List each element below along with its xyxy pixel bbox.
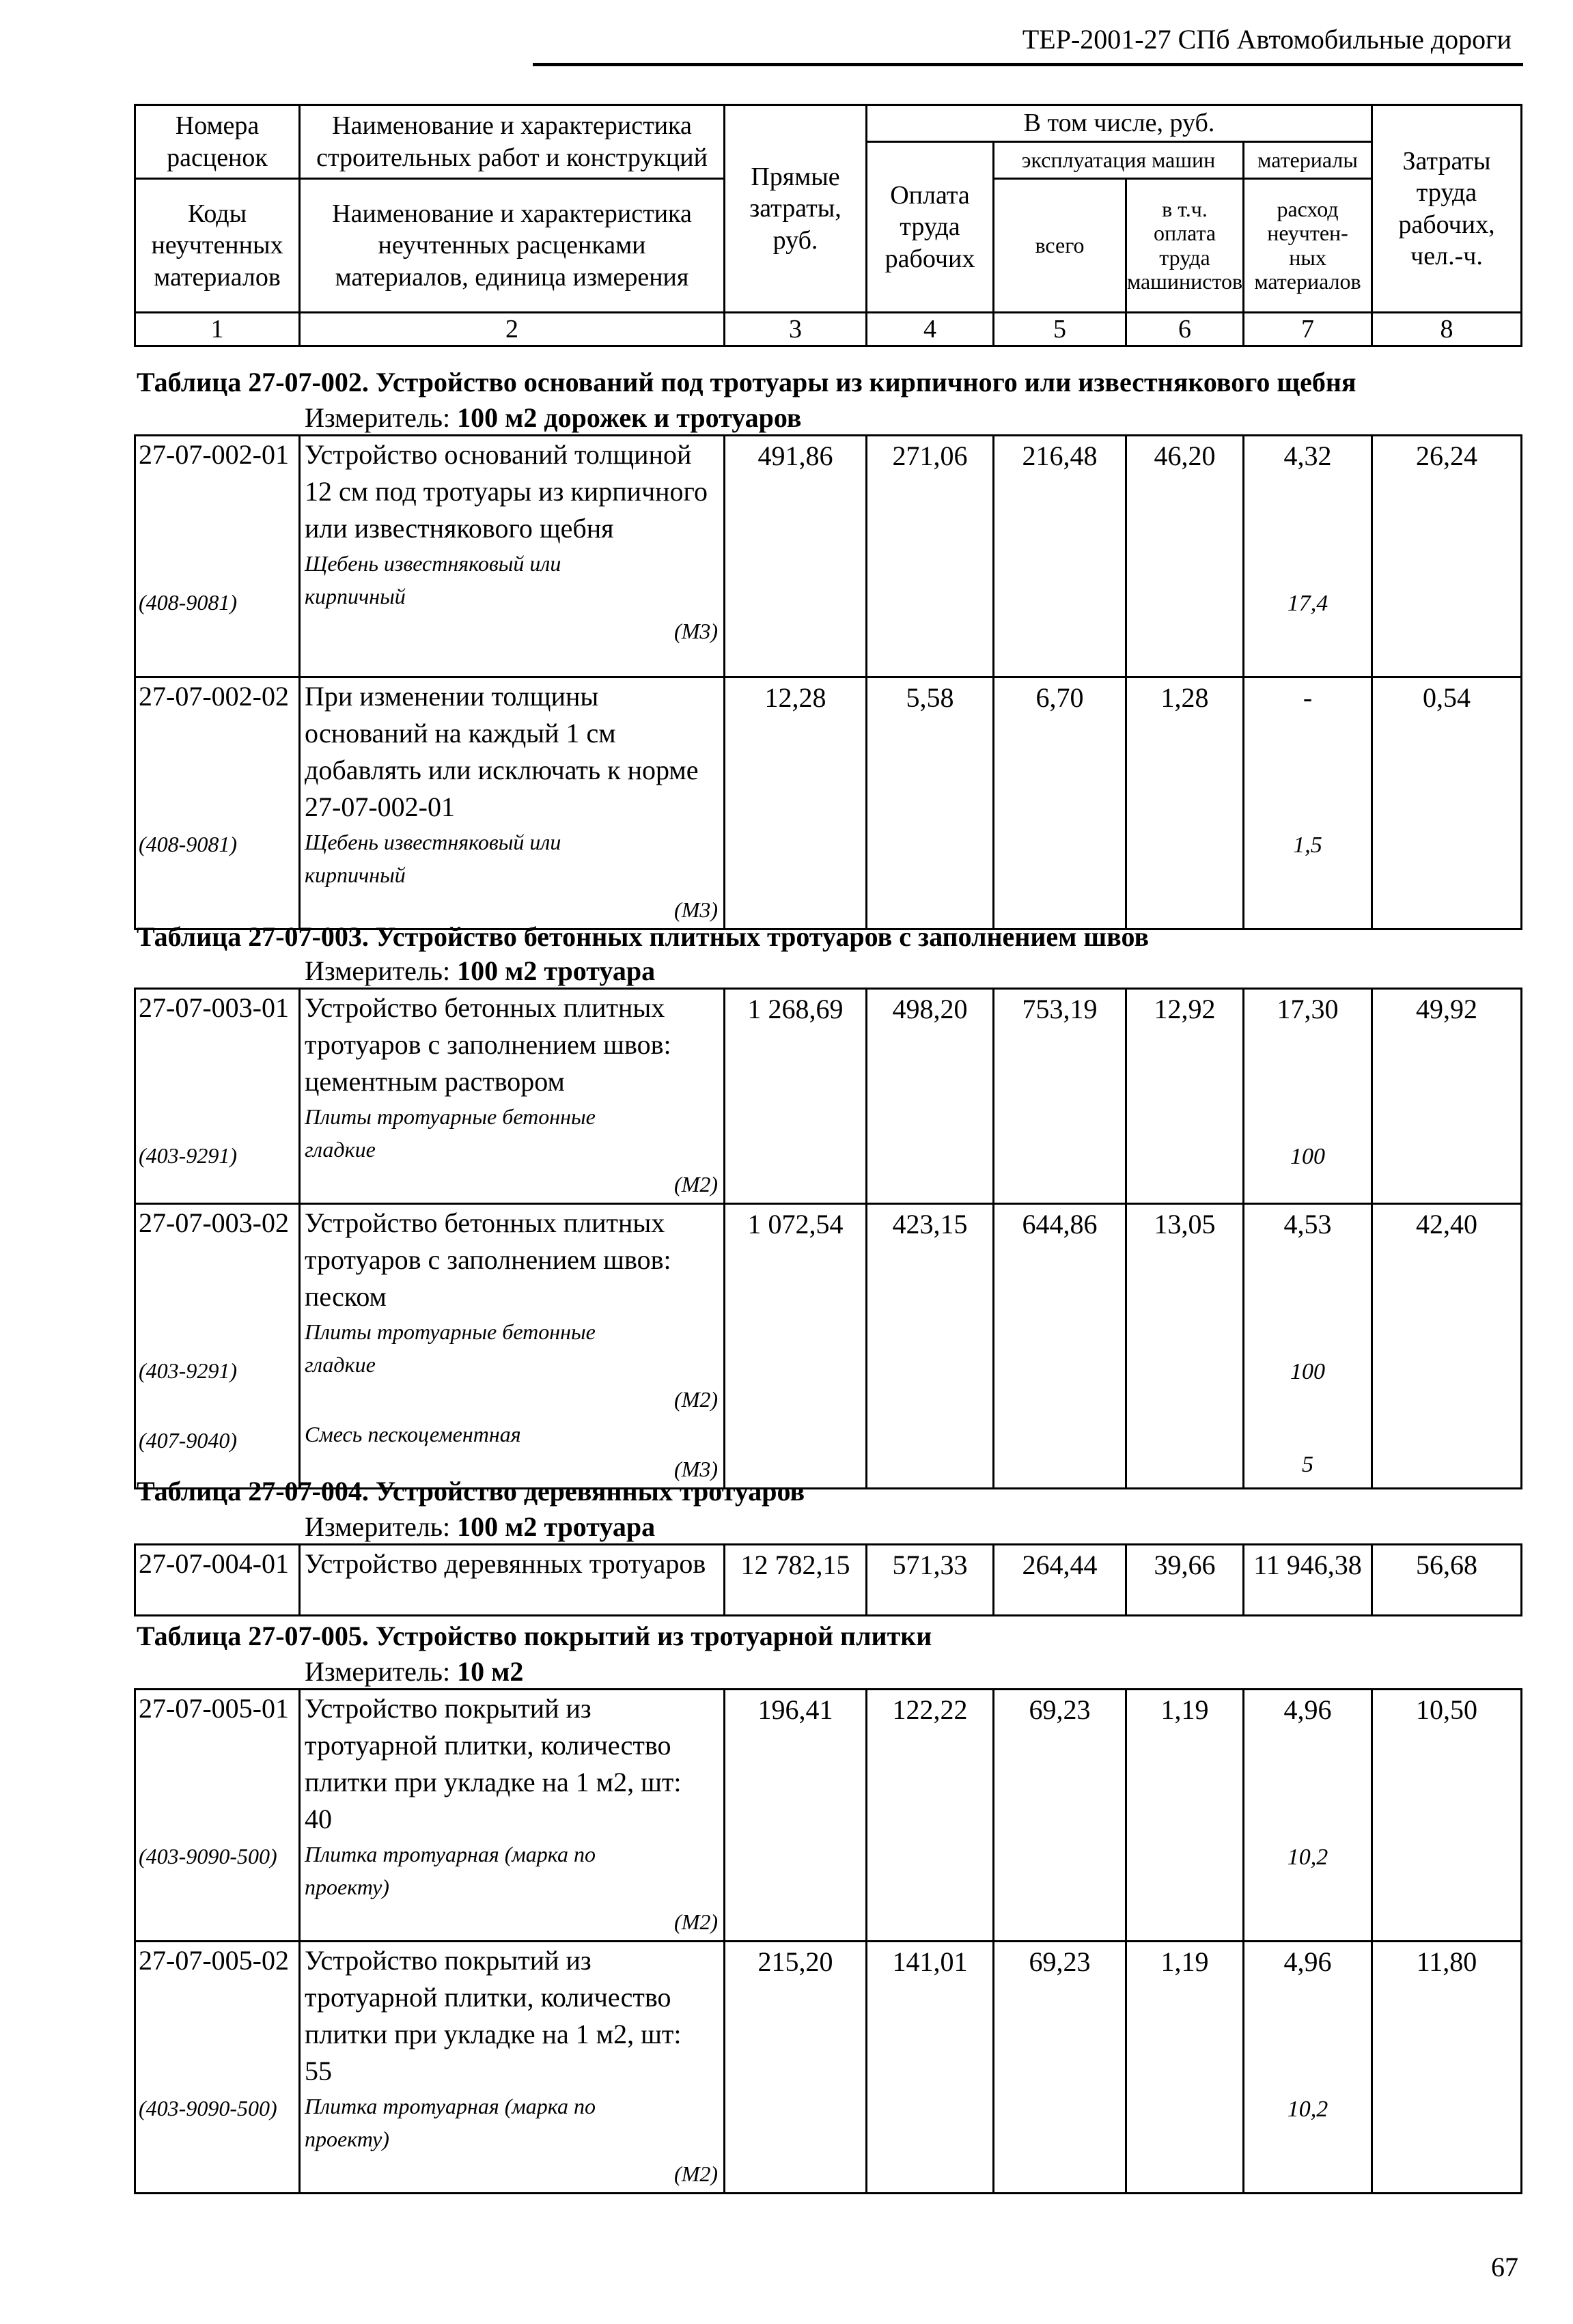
value-v6 [1126,436,1244,677]
rate-value: 215,20 [757,1946,833,1977]
column-numbers-row [135,313,1522,346]
rate-code: 27-07-002-01 [139,439,289,470]
table-row [135,1690,1522,1942]
col2-top-header [300,105,725,179]
value-v8 [1372,1690,1522,1942]
material-name-line: Щебень известняковый или [305,551,561,576]
description-line: цементным раствором [305,1066,565,1097]
rate-code: 27-07-005-02 [139,1945,289,1976]
header-line: труда [900,212,960,242]
material-name-line: Плиты тротуарные бетонные [305,1319,596,1344]
col3-header [725,105,867,313]
material-name [305,1838,723,1903]
value-v8 [1372,1545,1522,1616]
rate-description-cell [300,1545,725,1616]
description-line: тротуаров с заполнением швов: [305,1244,671,1275]
group-header: В том числе, руб. [867,105,1372,142]
rate-value: 1 072,54 [747,1209,844,1240]
value-v4 [867,677,994,929]
value-v8 [1372,1942,1522,2194]
material-code: (403-9090-500) [139,1844,277,1868]
rate-description-cell [300,1690,725,1942]
rate-description-cell [300,436,725,677]
material-unit: (М3) [674,619,718,643]
material-name [305,1315,723,1381]
header-line: оплата [1153,221,1216,246]
material-name-line: Щебень известняковый или [305,830,561,854]
value-v4 [867,1204,994,1489]
rate-value: 69,23 [1029,1946,1091,1977]
material-name [305,2090,723,2155]
rate-description-cell [300,989,725,1204]
value-v7 [1244,677,1372,929]
table-caption: Таблица 27-07-002. Устройство оснований под тротуары из кирпичного или известнякового щебня [137,367,1356,397]
col-number: 3 [725,313,867,346]
rate-value: 69,23 [1029,1694,1091,1725]
rate-value: 196,41 [757,1694,833,1725]
value-v5 [994,1204,1126,1489]
rate-value: 12 782,15 [740,1550,850,1580]
col-number: 7 [1244,313,1372,346]
rate-value: 0,54 [1423,682,1471,713]
header-line: неучтенных [151,231,283,260]
header-line: Прямые [751,162,840,191]
rates-table [134,434,1520,930]
rate-value: 39,66 [1154,1550,1216,1580]
rate-value: 216,48 [1022,440,1098,471]
description-line: тротуарной плитки, количество [305,1982,671,2013]
col6-header [1126,179,1244,313]
rates-table [134,988,1520,1489]
description-line: тротуаров с заполнением швов: [305,1029,671,1060]
material-quantity: 100 [1290,1144,1325,1169]
value-v4 [867,989,994,1204]
rate-value: 42,40 [1416,1209,1477,1240]
rate-value: 1,28 [1160,682,1209,713]
header-line: расход [1277,197,1339,222]
material-name-line: проекту) [305,1875,389,1899]
page-number: 67 [1491,2252,1518,2282]
header-rule [533,63,1523,66]
rate-code-cell [135,436,300,677]
description-line: Устройство бетонных плитных [305,992,665,1023]
material-name-line: кирпичный [305,584,406,608]
table-row [135,436,1522,677]
header-line: Наименование и характеристика [332,111,692,141]
material-name [305,1418,723,1451]
material-code: (403-9291) [139,1358,237,1383]
value-v6 [1126,1690,1244,1942]
rate-description [305,1545,723,1582]
value-v7 [1244,436,1372,677]
table-measure: Измеритель: 100 м2 тротуара [305,955,656,986]
rate-value: 17,30 [1277,994,1339,1024]
rate-value: 498,20 [892,994,968,1024]
value-v6 [1126,989,1244,1204]
description-line: оснований на каждый 1 см [305,718,616,748]
rate-code: 27-07-004-01 [139,1548,289,1579]
material-unit: (М2) [674,1909,718,1934]
header-line: Оплата [890,180,970,210]
header-line: ных [1289,244,1326,270]
material-unit: (М3) [674,1457,718,1481]
material-unit: (М3) [674,897,718,922]
material-quantity: 17,4 [1287,591,1328,616]
rate-value: 141,01 [892,1946,968,1977]
header-line: Затраты [1402,146,1491,176]
description-line: Устройство оснований толщиной [305,439,692,470]
table-measure: Измеритель: 100 м2 дорожек и тротуаров [305,402,802,433]
value-v4 [867,1690,994,1942]
value-v7 [1244,1690,1372,1942]
material-name-line: Смесь пескоцементная [305,1422,521,1446]
rate-value: 6,70 [1035,682,1084,713]
rate-code-cell [135,677,300,929]
value-v6 [1126,1942,1244,2194]
table-caption: Таблица 27-07-003. Устройство бетонных плитных тротуаров с заполнением швов [137,921,1150,952]
header-line: неучтенных расценками [378,231,646,260]
description-line: 27-07-002-01 [305,792,455,822]
rate-value: 4,96 [1283,1694,1332,1725]
header-line: Номера [175,111,260,141]
col5-header: всего [994,179,1126,313]
rate-value: 13,05 [1154,1209,1216,1240]
header-line: Наименование и характеристика [332,199,692,228]
value-v7 [1244,1942,1372,2194]
header-line: рабочих [885,244,975,273]
rate-value: 1,19 [1160,1946,1209,1977]
rate-code-cell [135,1690,300,1942]
rate-description [305,436,723,547]
rate-value: 56,68 [1416,1550,1477,1580]
rate-value: 49,92 [1416,994,1477,1024]
description-line: Устройство бетонных плитных [305,1207,665,1238]
value-v5 [994,436,1126,677]
header-line: Коды [187,199,247,228]
header-line: в т.ч. [1162,197,1208,222]
rate-code: 27-07-003-02 [139,1207,289,1238]
table-measure: Измеритель: 100 м2 тротуара [305,1511,656,1542]
rate-description [305,678,723,826]
rate-value: 271,06 [892,440,968,471]
rate-value: 11 946,38 [1253,1550,1362,1580]
rate-value: 644,86 [1022,1209,1098,1240]
value-v8 [1372,1204,1522,1489]
material-code: (407-9040) [139,1428,237,1453]
rate-value: 12,92 [1154,994,1216,1024]
col7-header [1244,179,1372,313]
col2-bottom-header [300,179,725,313]
rate-value: 571,33 [892,1550,968,1580]
material-name [305,547,723,613]
col-number: 4 [867,313,994,346]
rate-value: 122,22 [892,1694,968,1725]
header-line: неучтен- [1267,221,1348,246]
description-line: тротуарной плитки, количество [305,1730,671,1761]
description-line: плитки при укладке на 1 м2, шт: [305,2019,682,2049]
value-v5 [994,989,1126,1204]
rate-code: 27-07-003-01 [139,992,289,1023]
col4-header [867,142,994,313]
material-name [305,1100,723,1166]
description-line: или известнякового щебня [305,513,614,544]
value-v7 [1244,989,1372,1204]
material-name-line: Плиты тротуарные бетонные [305,1104,596,1129]
material-code: (403-9090-500) [139,2096,277,2120]
value-v6 [1126,1545,1244,1616]
description-line: Устройство покрытий из [305,1945,591,1976]
description-line: Устройство деревянных тротуаров [305,1548,706,1579]
col-number: 2 [300,313,725,346]
value-v6 [1126,677,1244,929]
col1-bottom-header [135,179,300,313]
header-line: машинистов [1127,268,1243,294]
rate-value: 753,19 [1022,994,1098,1024]
value-v3 [725,1204,867,1489]
material-unit: (М2) [674,1387,718,1412]
description-line: Устройство покрытий из [305,1693,591,1724]
column-header-table [134,104,1520,347]
rate-description [305,1205,723,1315]
col-number: 6 [1126,313,1244,346]
header-line: руб. [772,225,818,255]
rate-value: 1,19 [1160,1694,1209,1725]
header-line: чел.-ч. [1410,241,1483,270]
header-line: материалов [1254,268,1361,294]
rate-value: 1 268,69 [747,994,844,1024]
value-v3 [725,989,867,1204]
rate-value: 11,80 [1416,1946,1477,1977]
material-quantity: 10,2 [1287,2097,1328,2122]
material-name-line: Плитка тротуарная (марка по [305,2094,596,2118]
header-line: труда [1416,178,1477,208]
rate-value: 4,53 [1283,1209,1332,1240]
header-line: труда [1159,244,1210,270]
material-quantity: 100 [1290,1359,1325,1384]
value-v5 [994,1545,1126,1616]
rate-code-cell [135,1545,300,1616]
table-caption: Таблица 27-07-004. Устройство деревянных тротуаров [137,1476,805,1507]
rates-table [134,1543,1520,1616]
header-line: строительных работ и конструкций [316,143,708,172]
value-v8 [1372,989,1522,1204]
col8-header [1372,105,1522,313]
rate-value: 491,86 [757,440,833,471]
material-quantity: 5 [1302,1452,1313,1477]
description-line: добавлять или исключать к норме [305,755,699,785]
rate-description [305,990,723,1100]
col-number: 8 [1372,313,1522,346]
value-v4 [867,436,994,677]
rate-description [305,1690,723,1838]
rate-code-cell [135,989,300,1204]
description-line: 40 [305,1804,332,1834]
rate-value: 423,15 [892,1209,968,1240]
rate-value: 10,50 [1416,1694,1477,1725]
rate-code-cell [135,1204,300,1489]
table-row [135,1545,1522,1616]
value-v4 [867,1942,994,2194]
rates-table [134,1688,1520,2194]
rate-code: 27-07-005-01 [139,1693,289,1724]
rate-value: 264,44 [1022,1550,1098,1580]
value-v5 [994,1942,1126,2194]
value-v4 [867,1545,994,1616]
page-header-title: ТЕР-2001-27 СПб Автомобильные дороги [1022,24,1512,55]
material-code: (408-9081) [139,832,237,856]
value-v3 [725,1942,867,2194]
table-measure: Измеритель: 10 м2 [305,1656,524,1687]
rate-description-cell [300,1204,725,1489]
value-v8 [1372,436,1522,677]
table-row [135,1942,1522,2194]
col1-top-header [135,105,300,179]
rate-code-cell [135,1942,300,2194]
exploit-header: эксплуатация машин [994,142,1244,179]
value-v7 [1244,1545,1372,1616]
material-name-line: гладкие [305,1137,376,1162]
header-line: расценок [167,143,268,172]
material-name-line: гладкие [305,1352,376,1377]
value-v3 [725,436,867,677]
rate-value: - [1303,682,1313,713]
rate-value: 5,58 [906,682,954,713]
rate-description-cell [300,677,725,929]
value-v3 [725,677,867,929]
rate-value: 4,32 [1283,440,1332,471]
material-quantity: 1,5 [1293,832,1322,858]
material-quantity: 10,2 [1287,1845,1328,1870]
table-caption: Таблица 27-07-005. Устройство покрытий из тротуарной плитки [137,1621,932,1651]
header-line: материалов, единица измерения [335,262,689,292]
col-number: 5 [994,313,1126,346]
description-line: плитки при укладке на 1 м2, шт: [305,1767,682,1797]
material-name-line: кирпичный [305,863,406,887]
table-row [135,1204,1522,1489]
header-line: материалов [154,262,281,292]
value-v5 [994,677,1126,929]
materials-header: материалы [1244,142,1372,179]
rate-value: 26,24 [1416,440,1477,471]
header-line: рабочих, [1398,210,1495,239]
description-line: песком [305,1281,387,1312]
value-v8 [1372,677,1522,929]
rate-code: 27-07-002-02 [139,681,289,712]
description-line: 12 см под тротуары из кирпичного [305,476,708,507]
material-name-line: Плитка тротуарная (марка по [305,1842,596,1866]
material-code: (408-9081) [139,590,237,615]
material-name-line: проекту) [305,2127,389,2151]
value-v3 [725,1545,867,1616]
value-v5 [994,1690,1126,1942]
rate-description [305,1942,723,2090]
rate-value: 12,28 [764,682,826,713]
rate-value: 46,20 [1154,440,1216,471]
rate-description-cell [300,1942,725,2194]
material-unit: (М2) [674,2161,718,2186]
value-v3 [725,1690,867,1942]
col-number: 1 [135,313,300,346]
value-v6 [1126,1204,1244,1489]
value-v7 [1244,1204,1372,1489]
table-row [135,677,1522,929]
table-row [135,989,1522,1204]
description-line: При изменении толщины [305,681,599,712]
description-line: 55 [305,2056,332,2086]
rate-value: 4,96 [1283,1946,1332,1977]
material-unit: (М2) [674,1172,718,1196]
header-line: затраты, [749,194,841,223]
material-name [305,826,723,891]
material-code: (403-9291) [139,1143,237,1168]
